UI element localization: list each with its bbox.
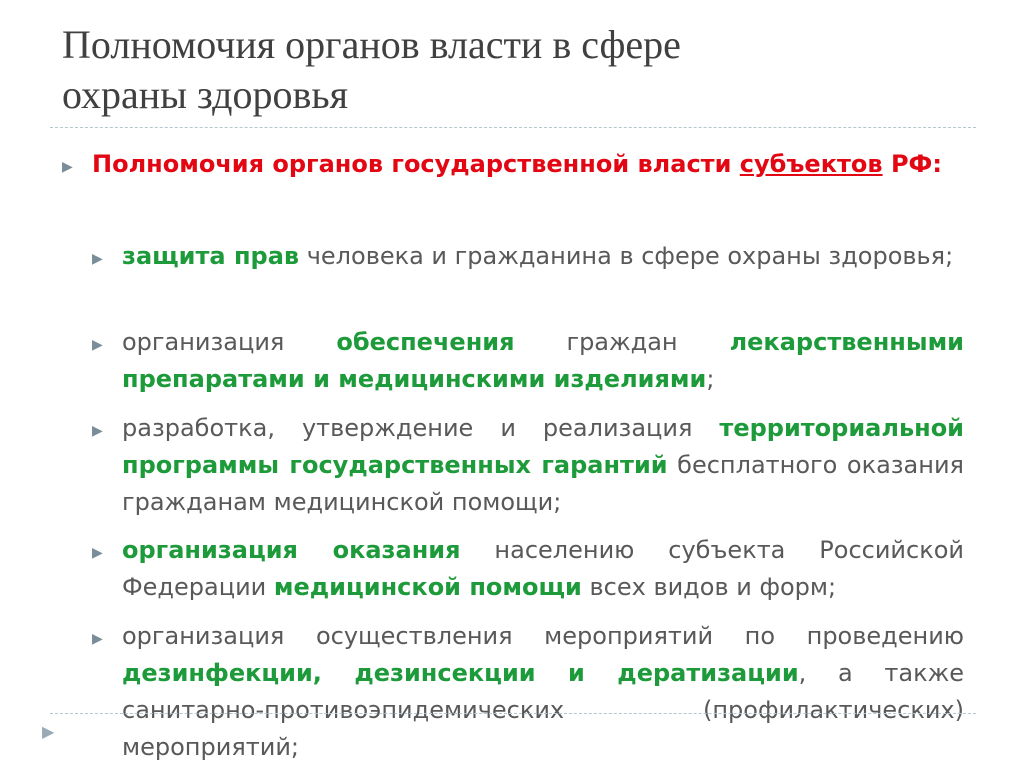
triangle-right-icon: ▶ xyxy=(92,251,103,267)
list-item-highlight: дезинфекции, дезинсекции и дератизации xyxy=(122,659,799,687)
triangle-right-icon: ▶ xyxy=(92,631,103,647)
list-item-text: граждан xyxy=(514,328,730,356)
list-item-highlight: территориальной программы государственных гарантий xyxy=(122,414,964,479)
list-item-text: организация xyxy=(122,328,337,356)
list-item-highlight: лекарственными препаратами и медицинскими изделиями xyxy=(122,328,964,393)
slide-title xyxy=(62,20,992,120)
list-item-1 xyxy=(122,238,964,275)
list-item-2 xyxy=(122,324,964,398)
heading-suffix: РФ: xyxy=(882,150,942,178)
heading-text: Полномочия органов государственной власти xyxy=(92,150,740,178)
slide-title-line-1: Полномочия органов власти в сфере xyxy=(62,22,681,67)
title-divider xyxy=(50,127,976,128)
triangle-right-icon: ▶ xyxy=(92,545,103,561)
list-item-highlight: обеспечения xyxy=(336,328,515,356)
list-item-text: человека и гражданина в сфере охраны здоровья; xyxy=(299,242,954,270)
list-item-5 xyxy=(122,618,964,766)
list-item-text: бесплатного оказания гражданам медицинской помощи; xyxy=(122,451,964,516)
list-item-text: разработка, утверждение и реализация xyxy=(122,414,720,442)
list-item-highlight: защита прав xyxy=(122,242,300,270)
triangle-right-icon: ▶ xyxy=(42,722,55,741)
list-item-text: населению субъекта Российской Федерации xyxy=(122,536,964,601)
list-item-4 xyxy=(122,532,964,606)
heading-underlined-text: субъектов xyxy=(739,150,883,178)
triangle-right-icon: ▶ xyxy=(92,423,103,439)
list-item-text: ; xyxy=(706,365,715,393)
list-item-text: организация осуществления мероприятий по проведению xyxy=(122,622,964,650)
heading-paragraph xyxy=(92,146,964,183)
list-item-text: , а также санитарно-противоэпидемических (профилактических) мероприятий; xyxy=(122,659,964,761)
triangle-right-icon: ▶ xyxy=(92,337,103,353)
triangle-right-icon: ▶ xyxy=(62,159,73,175)
footer-divider xyxy=(50,713,976,714)
list-item-text: всех видов и форм; xyxy=(581,573,837,601)
list-item-highlight: организация оказания xyxy=(122,536,461,564)
list-item-highlight: медицинской помощи xyxy=(273,573,582,601)
list-item-3 xyxy=(122,410,964,521)
slide-title-line-2: охраны здоровья xyxy=(62,72,348,117)
